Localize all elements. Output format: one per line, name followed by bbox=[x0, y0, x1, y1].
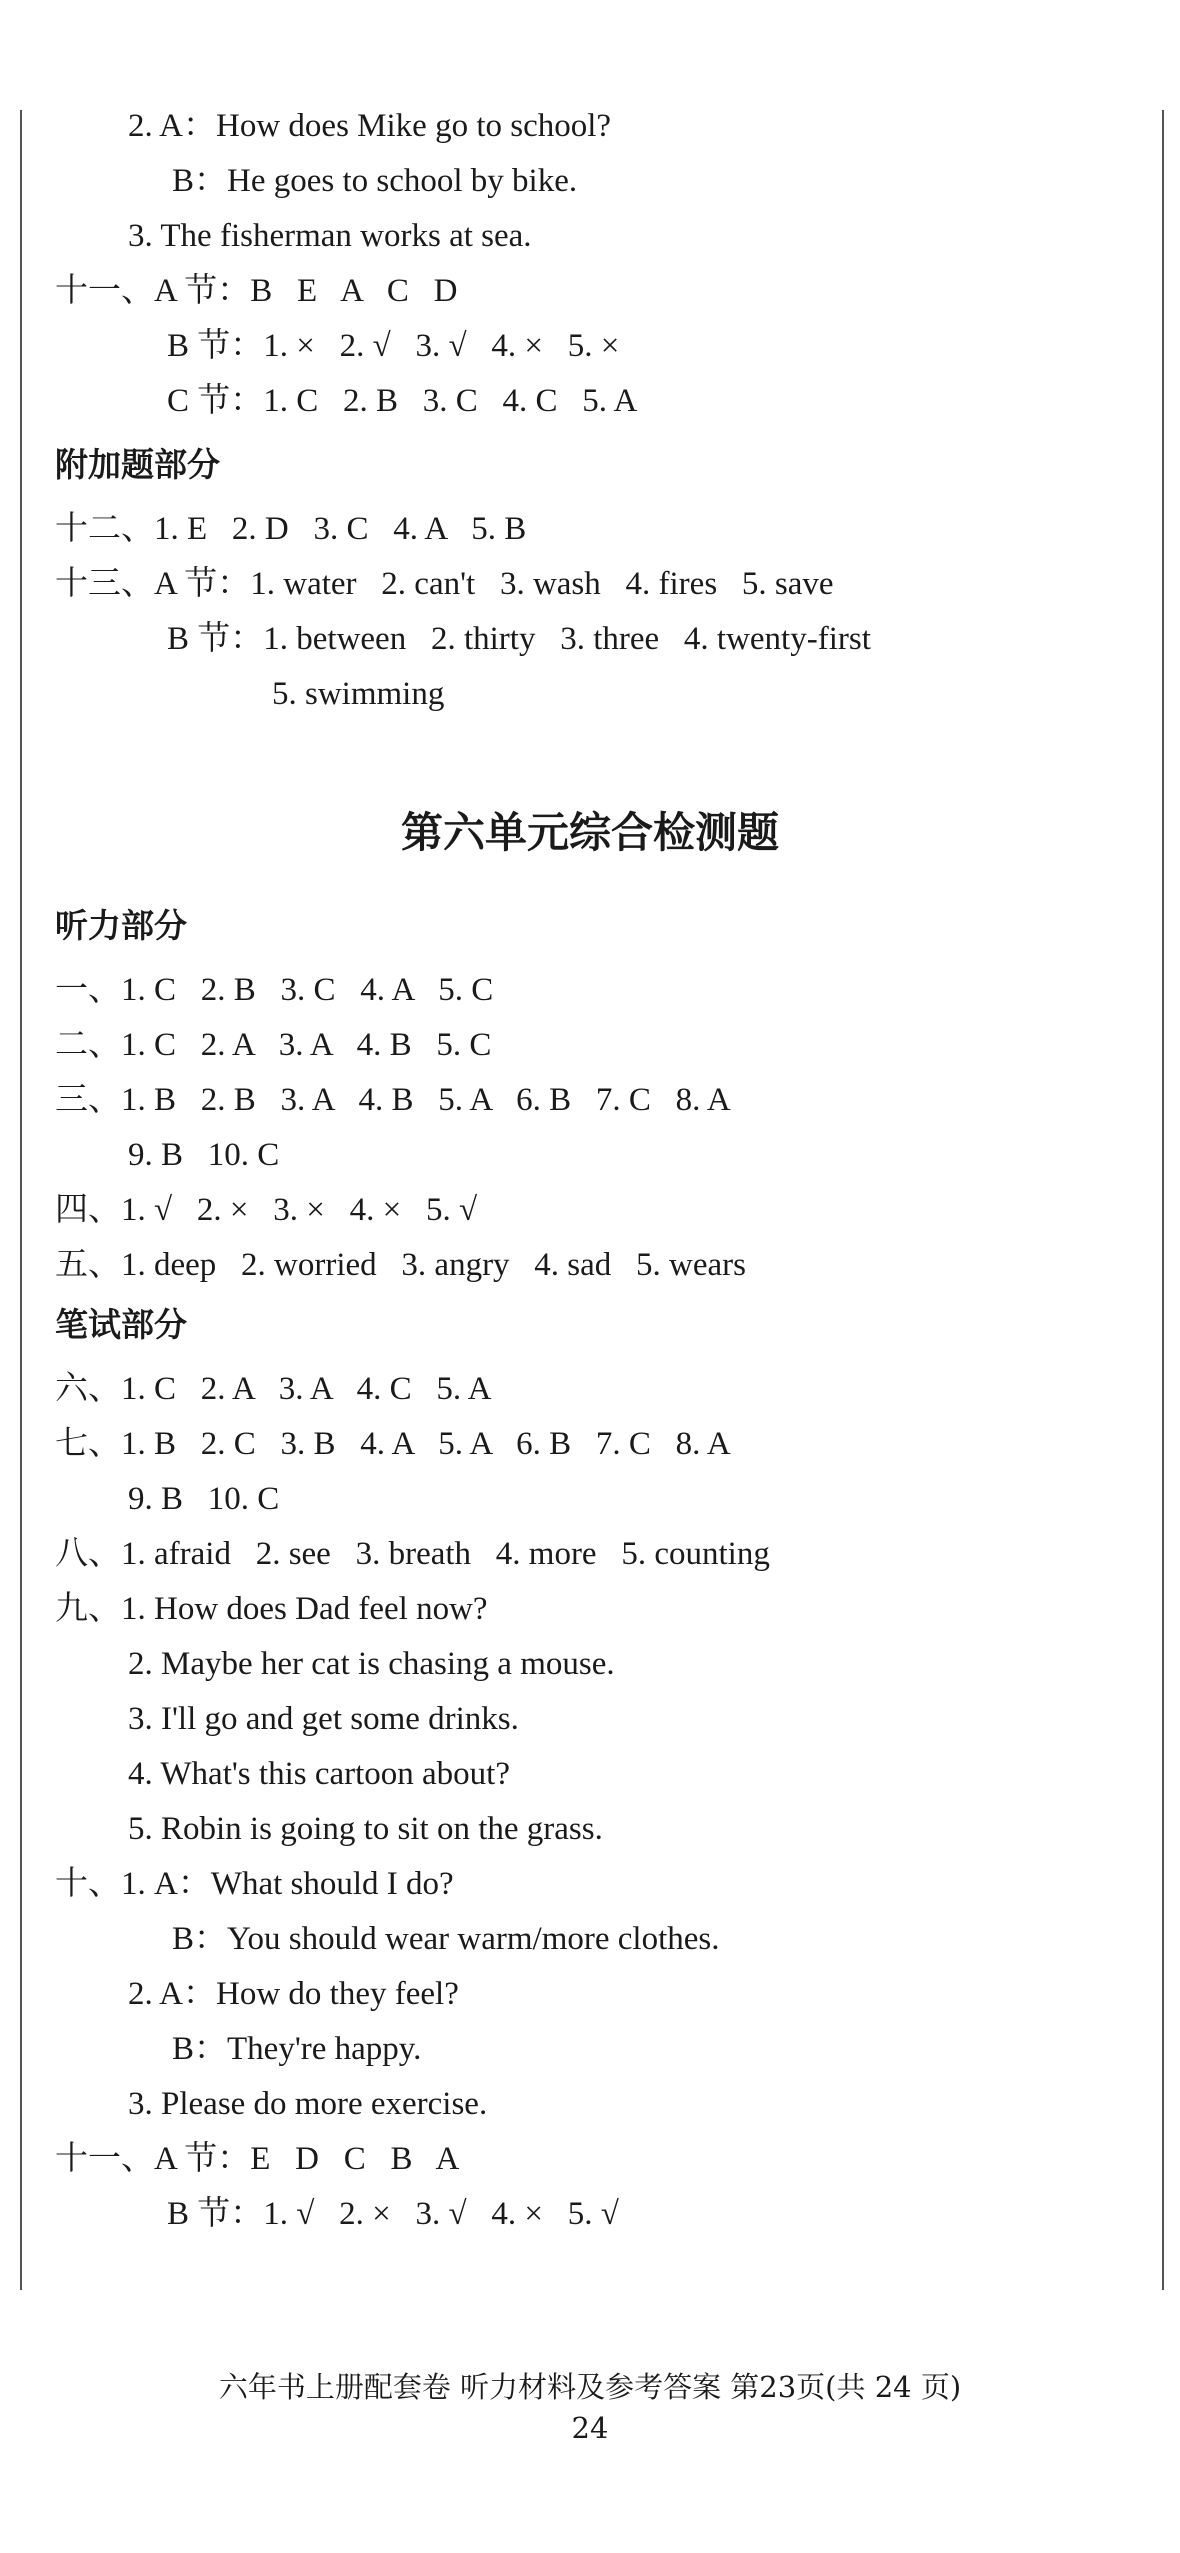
answer-line: B 节：1. √ 2. × 3. √ 4. × 5. √ bbox=[167, 2196, 619, 2232]
answer-line: 二、1. C 2. A 3. A 4. B 5. C bbox=[55, 1027, 492, 1063]
answer-line: 四、1. √ 2. × 3. × 4. × 5. √ bbox=[55, 1192, 478, 1228]
answer-line: 十三、A 节：1. water 2. can't 3. wash 4. fires 5. save bbox=[55, 566, 834, 602]
section-heading-listening: 听力部分 bbox=[55, 906, 187, 945]
answer-line: B 节：1. between 2. thirty 3. three 4. twenty-first bbox=[167, 621, 871, 657]
answer-line: 一、1. C 2. B 3. C 4. A 5. C bbox=[55, 972, 494, 1008]
answer-line: 5. swimming bbox=[272, 676, 445, 712]
answer-line: 9. B 10. C bbox=[128, 1481, 280, 1517]
answer-line: 4. What's this cartoon about? bbox=[128, 1756, 510, 1792]
answer-line: B 节：1. × 2. √ 3. √ 4. × 5. × bbox=[167, 328, 620, 364]
answer-line: 2. Maybe her cat is chasing a mouse. bbox=[128, 1646, 615, 1682]
answer-line: 9. B 10. C bbox=[128, 1137, 280, 1173]
answer-line: 五、1. deep 2. worried 3. angry 4. sad 5. wears bbox=[55, 1247, 747, 1283]
answer-line: 2. A：How does Mike go to school? bbox=[128, 108, 612, 144]
answer-line: 3. Please do more exercise. bbox=[128, 2086, 488, 2122]
answer-line: 2. A：How do they feel? bbox=[128, 1976, 459, 2012]
answer-line: 5. Robin is going to sit on the grass. bbox=[128, 1811, 603, 1847]
page-footer: 六年书上册配套卷 听力材料及参考答案 第23页(共 24 页) bbox=[218, 2370, 962, 2404]
answer-line: 十二、1. E 2. D 3. C 4. A 5. B bbox=[55, 511, 527, 547]
answer-line: 八、1. afraid 2. see 3. breath 4. more 5. counting bbox=[55, 1536, 770, 1572]
section-heading-written: 笔试部分 bbox=[55, 1305, 187, 1344]
answer-line: B：They're happy. bbox=[172, 2031, 422, 2067]
section-heading-extra: 附加题部分 bbox=[55, 445, 220, 484]
answer-line: 九、1. How does Dad feel now? bbox=[55, 1591, 488, 1627]
answer-line: 3. The fisherman works at sea. bbox=[128, 218, 532, 254]
left-margin-rule bbox=[20, 110, 22, 2290]
answer-line: 三、1. B 2. B 3. A 4. B 5. A 6. B 7. C 8. A bbox=[55, 1082, 731, 1118]
right-margin-rule bbox=[1162, 110, 1164, 2290]
answer-line: B：You should wear warm/more clothes. bbox=[172, 1921, 720, 1957]
answer-line: 十、1. A：What should I do? bbox=[55, 1866, 454, 1902]
answer-line: 十一、A 节：B E A C D bbox=[55, 273, 458, 309]
answer-line: 3. I'll go and get some drinks. bbox=[128, 1701, 519, 1737]
unit-title: 第六单元综合检测题 bbox=[400, 808, 779, 857]
answer-line: 六、1. C 2. A 3. A 4. C 5. A bbox=[55, 1371, 492, 1407]
page-number: 24 bbox=[571, 2411, 609, 2445]
answer-line: C 节：1. C 2. B 3. C 4. C 5. A bbox=[167, 383, 638, 419]
answer-line: 十一、A 节：E D C B A bbox=[55, 2141, 460, 2177]
answer-line: 七、1. B 2. C 3. B 4. A 5. A 6. B 7. C 8. A bbox=[55, 1426, 731, 1462]
answer-line: B：He goes to school by bike. bbox=[172, 163, 578, 199]
